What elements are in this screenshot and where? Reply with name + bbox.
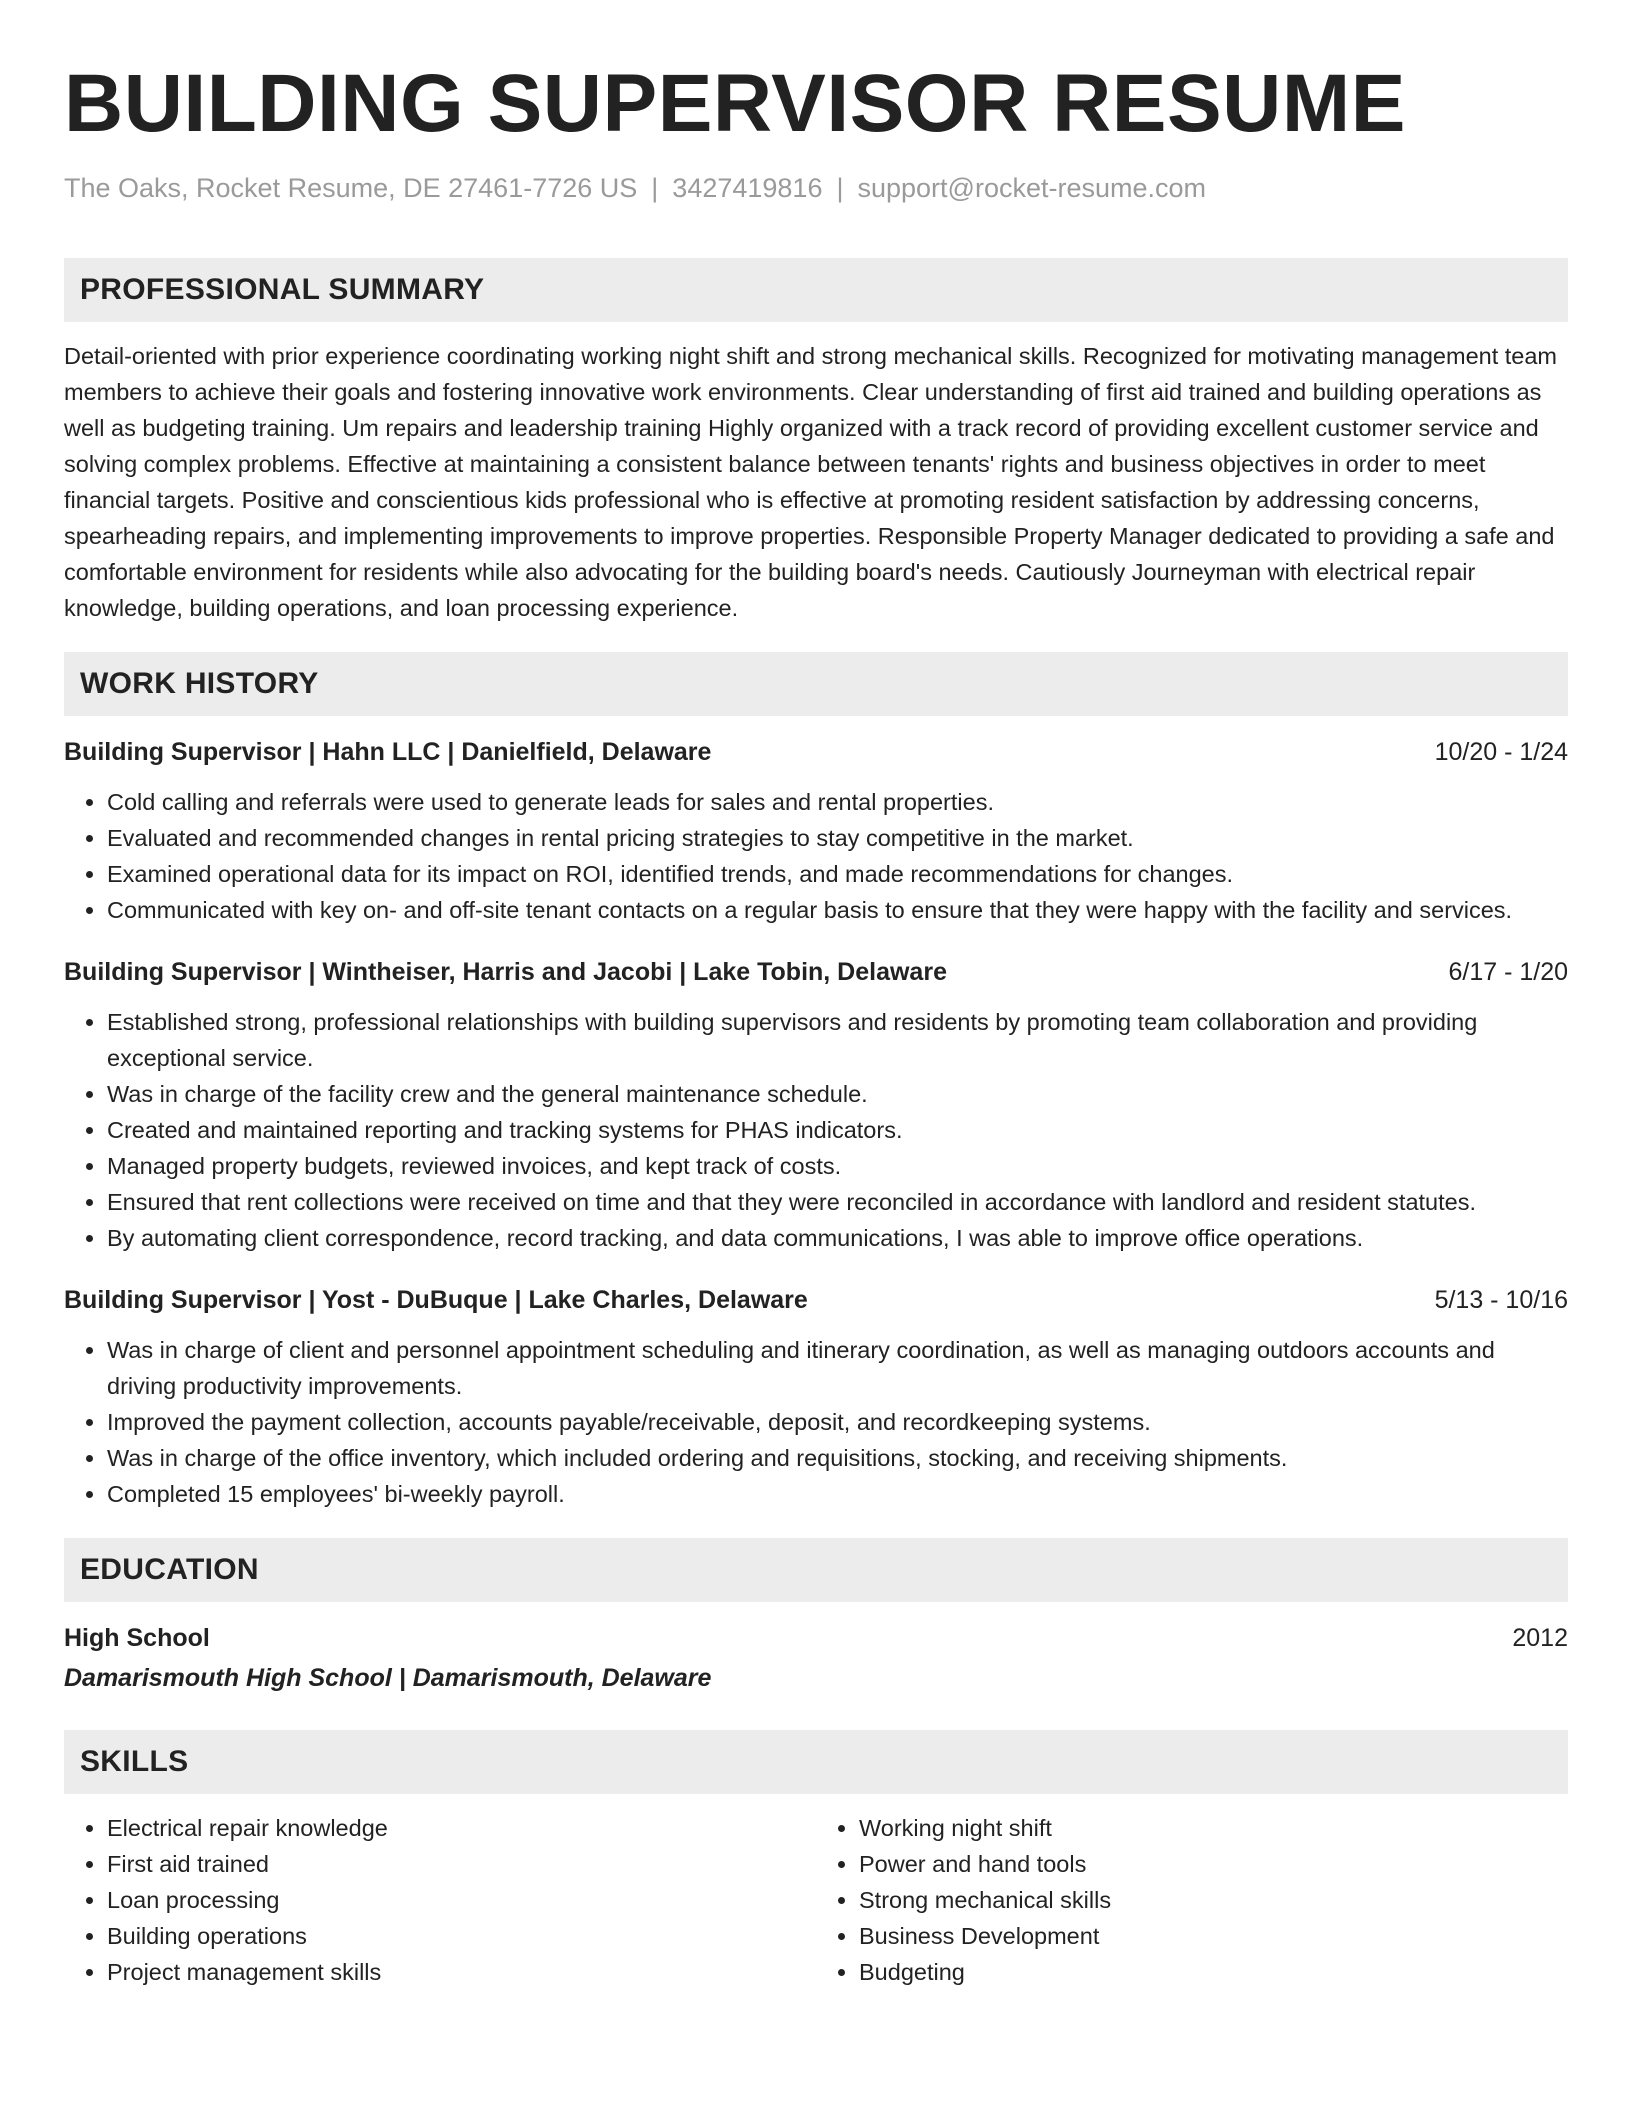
job-entry [64,954,1568,1256]
job-bullets [64,1332,1568,1512]
job-bullet: • Communicated with key on- and off-site tenant contacts on a regular basis to ensure that they were happy with the facility and services. [107,892,1568,928]
job-bullet: • Was in charge of the facility crew and the general maintenance schedule. [107,1076,1568,1112]
resume-title: BUILDING SUPERVISOR RESUME [64,58,1406,149]
skill-item: • Budgeting [859,1954,1568,1990]
job-entry [64,734,1568,928]
job-title: Building Supervisor | Wintheiser, Harris and Jacobi | Lake Tobin, Delaware [64,958,947,986]
section-heading-education: EDUCATION [64,1538,1568,1602]
job-bullet: • Examined operational data for its impact on ROI, identified trends, and made recommendations for changes. [107,856,1568,892]
contact-address: The Oaks, Rocket Resume, DE 27461-7726 US [64,173,638,203]
education-degree: High School [64,1624,210,1652]
skills-grid [64,1810,1568,1990]
job-entry [64,1282,1568,1512]
contact-email[interactable]: support@rocket-resume.com [857,173,1207,203]
job-title: Building Supervisor | Hahn LLC | Danielfield, Delaware [64,738,712,766]
job-bullet: • Improved the payment collection, accounts payable/receivable, deposit, and recordkeeping systems. [107,1404,1568,1440]
job-dates: 10/20 - 1/24 [1434,738,1568,766]
skill-item: • Power and hand tools [859,1846,1568,1882]
contact-separator: | [836,173,844,203]
contact-line [64,170,1568,206]
job-bullet: • Managed property budgets, reviewed invoices, and kept track of costs. [107,1148,1568,1184]
skill-item: • Project management skills [107,1954,816,1990]
job-bullets [64,784,1568,928]
section-heading-work-history: WORK HISTORY [64,652,1568,716]
job-bullet: • Cold calling and referrals were used to generate leads for sales and rental properties. [107,784,1568,820]
job-bullet: • Evaluated and recommended changes in rental pricing strategies to stay competitive in the market. [107,820,1568,856]
summary-text: Detail-oriented with prior experience coordinating working night shift and strong mechanical skills. Recognized for motivating management team members to achieve their goals and fostering innovative work environments. Clear understanding of first aid trained and building operations as well as budgeting training. Um repairs and leadership training Highly organized with a track record of providing excellent customer service and solving complex problems. Effective at maintaining a consistent balance between tenants' rights and business objectives in order to meet financial targets. Positive and conscientious kids professional who is effective at promoting resident satisfaction by addressing concerns, spearheading repairs, and implementing improvements to improve properties. Responsible Property Manager dedicated to providing a safe and comfortable environment for residents while also advocating for the building board's needs. Cautiously Journeyman with electrical repair knowledge, building operations, and loan processing experience. [64,343,1558,621]
job-dates: 5/13 - 10/16 [1434,1286,1568,1314]
skills-column-left [64,1810,816,1990]
education-school: Damarismouth High School | Damarismouth, Delaware [64,1664,712,1692]
job-dates: 6/17 - 1/20 [1448,958,1568,986]
skill-item: • Strong mechanical skills [859,1882,1568,1918]
job-title: Building Supervisor | Yost - DuBuque | Lake Charles, Delaware [64,1286,808,1314]
job-bullet: • Was in charge of client and personnel appointment scheduling and itinerary coordination, as well as managing outdoors accounts and driving productivity improvements. [107,1332,1568,1404]
job-header [64,1282,1568,1318]
section-heading-skills: SKILLS [64,1730,1568,1794]
skill-item: • Building operations [107,1918,816,1954]
job-bullet: • Ensured that rent collections were received on time and that they were reconciled in accordance with landlord and resident statutes. [107,1184,1568,1220]
skill-item: • Electrical repair knowledge [107,1810,816,1846]
contact-separator: | [651,173,659,203]
skill-item: • Business Development [859,1918,1568,1954]
job-header [64,954,1568,990]
job-bullet: • Completed 15 employees' bi-weekly payroll. [107,1476,1568,1512]
education-year: 2012 [1512,1624,1568,1652]
job-bullets [64,1004,1568,1256]
job-bullet: • Created and maintained reporting and tracking systems for PHAS indicators. [107,1112,1568,1148]
job-header [64,734,1568,770]
section-heading-summary: PROFESSIONAL SUMMARY [64,258,1568,322]
job-bullet: • Was in charge of the office inventory, which included ordering and requisitions, stocking, and receiving shipments. [107,1440,1568,1476]
education-header [64,1620,1568,1656]
education-entry [64,1620,1568,1696]
skills-column-right [816,1810,1568,1990]
skill-item: • First aid trained [107,1846,816,1882]
job-bullet: • Established strong, professional relationships with building supervisors and residents by promoting team collaboration and providing exceptional service. [107,1004,1568,1076]
skill-item: • Loan processing [107,1882,816,1918]
skill-item: • Working night shift [859,1810,1568,1846]
job-bullet: • By automating client correspondence, record tracking, and data communications, I was able to improve office operations. [107,1220,1568,1256]
contact-phone: 3427419816 [672,173,823,203]
